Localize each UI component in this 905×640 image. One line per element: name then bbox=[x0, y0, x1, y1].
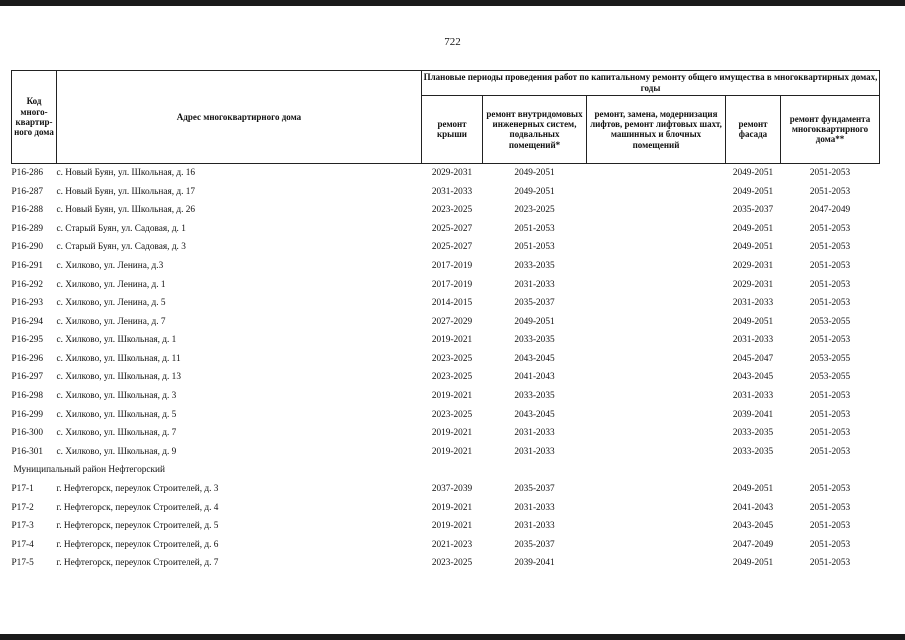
header-roof: ремонт крыши bbox=[422, 95, 483, 163]
cell-code: Р16-297 bbox=[11, 372, 44, 383]
cell-elevators bbox=[587, 369, 726, 388]
cell-address: с. Хилково, ул. Ленина, д. 1 bbox=[56, 279, 166, 290]
cell-facade: 2049-2051 bbox=[732, 167, 774, 178]
cell-elevators bbox=[587, 313, 726, 332]
cell-engineering: 2039-2041 bbox=[514, 558, 555, 569]
table-row bbox=[12, 406, 880, 425]
cell-foundation: 2051-2053 bbox=[809, 223, 851, 234]
page-number: 722 bbox=[444, 36, 461, 48]
cell-roof: 2023-2025 bbox=[431, 353, 473, 364]
cell-address: г. Нефтегорск, переулок Строителей, д. 5 bbox=[56, 521, 219, 532]
cell-elevators bbox=[587, 554, 726, 573]
cell-address: с. Хилково, ул. Школьная, д. 9 bbox=[56, 446, 177, 457]
cell-elevators bbox=[587, 536, 726, 555]
cell-facade: 2043-2045 bbox=[732, 372, 774, 383]
cell-facade: 2035-2037 bbox=[732, 205, 774, 216]
cell-roof: 2027-2029 bbox=[431, 316, 473, 327]
cell-foundation: 2051-2053 bbox=[809, 186, 851, 197]
cell-facade: 2031-2033 bbox=[732, 298, 774, 309]
cell-facade: 2049-2051 bbox=[732, 223, 774, 234]
cell-elevators bbox=[587, 183, 726, 202]
cell-engineering: 2049-2051 bbox=[514, 167, 555, 178]
cell-roof: 2014-2015 bbox=[431, 298, 473, 309]
cell-roof: 2017-2019 bbox=[431, 260, 473, 271]
cell-facade: 2049-2051 bbox=[732, 186, 774, 197]
cell-engineering: 2051-2053 bbox=[514, 223, 555, 234]
cell-code: Р16-287 bbox=[11, 186, 44, 197]
cell-address: с. Хилково, ул. Школьная, д. 5 bbox=[56, 409, 177, 420]
cell-roof: 2017-2019 bbox=[431, 279, 473, 290]
cell-foundation: 2053-2055 bbox=[809, 353, 851, 364]
table-row bbox=[12, 257, 880, 276]
cell-facade: 2029-2031 bbox=[732, 279, 774, 290]
cell-roof: 2025-2027 bbox=[431, 242, 473, 253]
table-row bbox=[12, 350, 880, 369]
table-row bbox=[12, 424, 880, 443]
cell-elevators bbox=[587, 164, 726, 183]
cell-facade: 2049-2051 bbox=[732, 558, 774, 569]
cell-code: Р16-286 bbox=[11, 167, 44, 178]
table-row bbox=[12, 517, 880, 536]
cell-address: с. Хилково, ул. Школьная, д. 1 bbox=[56, 335, 177, 346]
cell-engineering: 2031-2033 bbox=[514, 279, 555, 290]
cell-elevators bbox=[587, 480, 726, 499]
cell-code: Р17-2 bbox=[11, 502, 34, 513]
cell-engineering: 2043-2045 bbox=[514, 353, 555, 364]
cell-facade: 2033-2035 bbox=[732, 428, 774, 439]
cell-foundation: 2051-2053 bbox=[809, 484, 851, 495]
cell-facade: 2049-2051 bbox=[732, 242, 774, 253]
header-engineering: ремонт внутридомовых инженерных систем, подвальных помещений* bbox=[483, 95, 587, 163]
cell-engineering: 2049-2051 bbox=[514, 186, 555, 197]
cell-facade: 2049-2051 bbox=[732, 484, 774, 495]
table-row bbox=[12, 238, 880, 257]
cell-engineering: 2031-2033 bbox=[514, 502, 555, 513]
table-row bbox=[12, 183, 880, 202]
cell-elevators bbox=[587, 220, 726, 239]
cell-code: Р16-301 bbox=[11, 446, 44, 457]
cell-roof: 2037-2039 bbox=[431, 484, 473, 495]
cell-code: Р16-290 bbox=[11, 242, 44, 253]
cell-foundation: 2051-2053 bbox=[809, 242, 851, 253]
cell-elevators bbox=[587, 238, 726, 257]
cell-address: с. Старый Буян, ул. Садовая, д. 3 bbox=[56, 242, 186, 253]
cell-address: с. Хилково, ул. Школьная, д. 13 bbox=[56, 372, 181, 383]
cell-foundation: 2053-2055 bbox=[809, 316, 851, 327]
cell-roof: 2019-2021 bbox=[431, 446, 473, 457]
header-facade: ремонт фасада bbox=[726, 95, 781, 163]
table-body-rows-section bbox=[12, 480, 880, 573]
table-row bbox=[12, 313, 880, 332]
cell-code: Р16-294 bbox=[11, 316, 44, 327]
header-planned-periods: Плановые периоды проведения работ по капитальному ремонту общего имущества в многоквартирных домах, годы bbox=[422, 71, 880, 96]
table-body-rows bbox=[12, 164, 880, 462]
header-address: Адрес многоквартирного дома bbox=[57, 71, 422, 164]
cell-code: Р16-299 bbox=[11, 409, 44, 420]
cell-address: с. Новый Буян, ул. Школьная, д. 17 bbox=[56, 186, 196, 197]
cell-foundation: 2051-2053 bbox=[809, 558, 851, 569]
cell-engineering: 2031-2033 bbox=[514, 521, 555, 532]
table-row bbox=[12, 536, 880, 555]
cell-address: г. Нефтегорск, переулок Строителей, д. 6 bbox=[56, 539, 219, 550]
section-label: Муниципальный район Нефтегорский bbox=[13, 465, 166, 476]
table-row bbox=[12, 480, 880, 499]
cell-address: с. Старый Буян, ул. Садовая, д. 1 bbox=[56, 223, 186, 234]
cell-roof: 2023-2025 bbox=[431, 372, 473, 383]
cell-elevators bbox=[587, 387, 726, 406]
table-section bbox=[12, 462, 880, 481]
cell-address: с. Хилково, ул. Школьная, д. 11 bbox=[56, 353, 181, 364]
cell-roof: 2025-2027 bbox=[431, 223, 473, 234]
cell-foundation: 2051-2053 bbox=[809, 335, 851, 346]
cell-elevators bbox=[587, 201, 726, 220]
table-row bbox=[12, 387, 880, 406]
cell-foundation: 2051-2053 bbox=[809, 260, 851, 271]
cell-elevators bbox=[587, 406, 726, 425]
cell-code: Р16-295 bbox=[11, 335, 44, 346]
cell-code: Р17-4 bbox=[11, 539, 34, 550]
cell-engineering: 2033-2035 bbox=[514, 391, 555, 402]
cell-roof: 2019-2021 bbox=[431, 391, 473, 402]
cell-engineering: 2035-2037 bbox=[514, 298, 555, 309]
table-row bbox=[12, 220, 880, 239]
cell-roof: 2019-2021 bbox=[431, 335, 473, 346]
cell-address: с. Новый Буян, ул. Школьная, д. 26 bbox=[56, 205, 196, 216]
cell-elevators bbox=[587, 350, 726, 369]
table-row bbox=[12, 499, 880, 518]
cell-elevators bbox=[587, 276, 726, 295]
cell-foundation: 2051-2053 bbox=[809, 428, 851, 439]
cell-elevators bbox=[587, 424, 726, 443]
cell-engineering: 2033-2035 bbox=[514, 335, 555, 346]
cell-code: Р17-5 bbox=[11, 558, 34, 569]
cell-foundation: 2051-2053 bbox=[809, 167, 851, 178]
cell-facade: 2031-2033 bbox=[732, 335, 774, 346]
table-row bbox=[12, 369, 880, 388]
cell-elevators bbox=[587, 499, 726, 518]
cell-foundation: 2051-2053 bbox=[809, 521, 851, 532]
top-border-rule bbox=[0, 0, 905, 6]
cell-elevators bbox=[587, 331, 726, 350]
table-row bbox=[12, 164, 880, 183]
cell-roof: 2023-2025 bbox=[431, 558, 473, 569]
cell-code: Р16-289 bbox=[11, 223, 44, 234]
table-row bbox=[12, 294, 880, 313]
cell-address: с. Хилково, ул. Ленина, д. 7 bbox=[56, 316, 166, 327]
cell-facade: 2045-2047 bbox=[732, 353, 774, 364]
cell-engineering: 2031-2033 bbox=[514, 446, 555, 457]
cell-code: Р16-300 bbox=[11, 428, 44, 439]
cell-elevators bbox=[587, 443, 726, 462]
cell-foundation: 2051-2053 bbox=[809, 279, 851, 290]
cell-foundation: 2051-2053 bbox=[809, 391, 851, 402]
cell-roof: 2021-2023 bbox=[431, 539, 473, 550]
table-row bbox=[12, 201, 880, 220]
cell-facade: 2033-2035 bbox=[732, 446, 774, 457]
cell-foundation: 2053-2055 bbox=[809, 372, 851, 383]
header-code: Код много-квартир-ного дома bbox=[12, 71, 57, 164]
cell-code: Р17-1 bbox=[11, 484, 34, 495]
cell-engineering: 2041-2043 bbox=[514, 372, 555, 383]
cell-address: с. Хилково, ул. Школьная, д. 7 bbox=[56, 428, 177, 439]
cell-engineering: 2031-2033 bbox=[514, 428, 555, 439]
cell-address: с. Хилково, ул. Школьная, д. 3 bbox=[56, 391, 177, 402]
cell-address: г. Нефтегорск, переулок Строителей, д. 7 bbox=[56, 558, 219, 569]
cell-address: г. Нефтегорск, переулок Строителей, д. 4 bbox=[56, 502, 219, 513]
cell-facade: 2029-2031 bbox=[732, 260, 774, 271]
cell-engineering: 2035-2037 bbox=[514, 484, 555, 495]
cell-code: Р16-293 bbox=[11, 298, 44, 309]
cell-code: Р17-3 bbox=[11, 521, 34, 532]
table-row bbox=[12, 443, 880, 462]
cell-engineering: 2033-2035 bbox=[514, 260, 555, 271]
cell-facade: 2039-2041 bbox=[732, 409, 774, 420]
cell-foundation: 2051-2053 bbox=[809, 446, 851, 457]
cell-elevators bbox=[587, 294, 726, 313]
cell-facade: 2041-2043 bbox=[732, 502, 774, 513]
cell-roof: 2023-2025 bbox=[431, 205, 473, 216]
cell-facade: 2043-2045 bbox=[732, 521, 774, 532]
table-row bbox=[12, 554, 880, 573]
cell-code: Р16-298 bbox=[11, 391, 44, 402]
cell-engineering: 2043-2045 bbox=[514, 409, 555, 420]
cell-address: с. Новый Буян, ул. Школьная, д. 16 bbox=[56, 167, 196, 178]
cell-foundation: 2051-2053 bbox=[809, 298, 851, 309]
cell-facade: 2031-2033 bbox=[732, 391, 774, 402]
cell-code: Р16-291 bbox=[11, 260, 44, 271]
cell-elevators bbox=[587, 257, 726, 276]
cell-engineering: 2051-2053 bbox=[514, 242, 555, 253]
cell-roof: 2019-2021 bbox=[431, 428, 473, 439]
cell-roof: 2019-2021 bbox=[431, 502, 473, 513]
cell-foundation: 2047-2049 bbox=[809, 205, 851, 216]
cell-foundation: 2051-2053 bbox=[809, 409, 851, 420]
cell-roof: 2029-2031 bbox=[431, 167, 473, 178]
cell-facade: 2049-2051 bbox=[732, 316, 774, 327]
capital-repair-schedule-table bbox=[11, 70, 880, 573]
header-foundation: ремонт фундамента многоквартирного дома** bbox=[781, 95, 880, 163]
table-row bbox=[12, 331, 880, 350]
cell-facade: 2047-2049 bbox=[732, 539, 774, 550]
section-row bbox=[12, 462, 880, 481]
cell-code: Р16-296 bbox=[11, 353, 44, 364]
bottom-border-rule bbox=[0, 634, 905, 640]
cell-address: г. Нефтегорск, переулок Строителей, д. 3 bbox=[56, 484, 219, 495]
table-row bbox=[12, 276, 880, 295]
cell-engineering: 2035-2037 bbox=[514, 539, 555, 550]
cell-roof: 2023-2025 bbox=[431, 409, 473, 420]
cell-elevators bbox=[587, 517, 726, 536]
cell-address: с. Хилково, ул. Ленина, д.3 bbox=[56, 260, 164, 271]
cell-address: с. Хилково, ул. Ленина, д. 5 bbox=[56, 298, 166, 309]
cell-roof: 2019-2021 bbox=[431, 521, 473, 532]
cell-engineering: 2023-2025 bbox=[514, 205, 555, 216]
cell-code: Р16-288 bbox=[11, 205, 44, 216]
cell-roof: 2031-2033 bbox=[431, 186, 473, 197]
header-elevators: ремонт, замена, модернизация лифтов, ремонт лифтовых шахт, машинных и блочных помещений bbox=[587, 95, 726, 163]
cell-engineering: 2049-2051 bbox=[514, 316, 555, 327]
cell-foundation: 2051-2053 bbox=[809, 539, 851, 550]
cell-code: Р16-292 bbox=[11, 279, 44, 290]
cell-foundation: 2051-2053 bbox=[809, 502, 851, 513]
